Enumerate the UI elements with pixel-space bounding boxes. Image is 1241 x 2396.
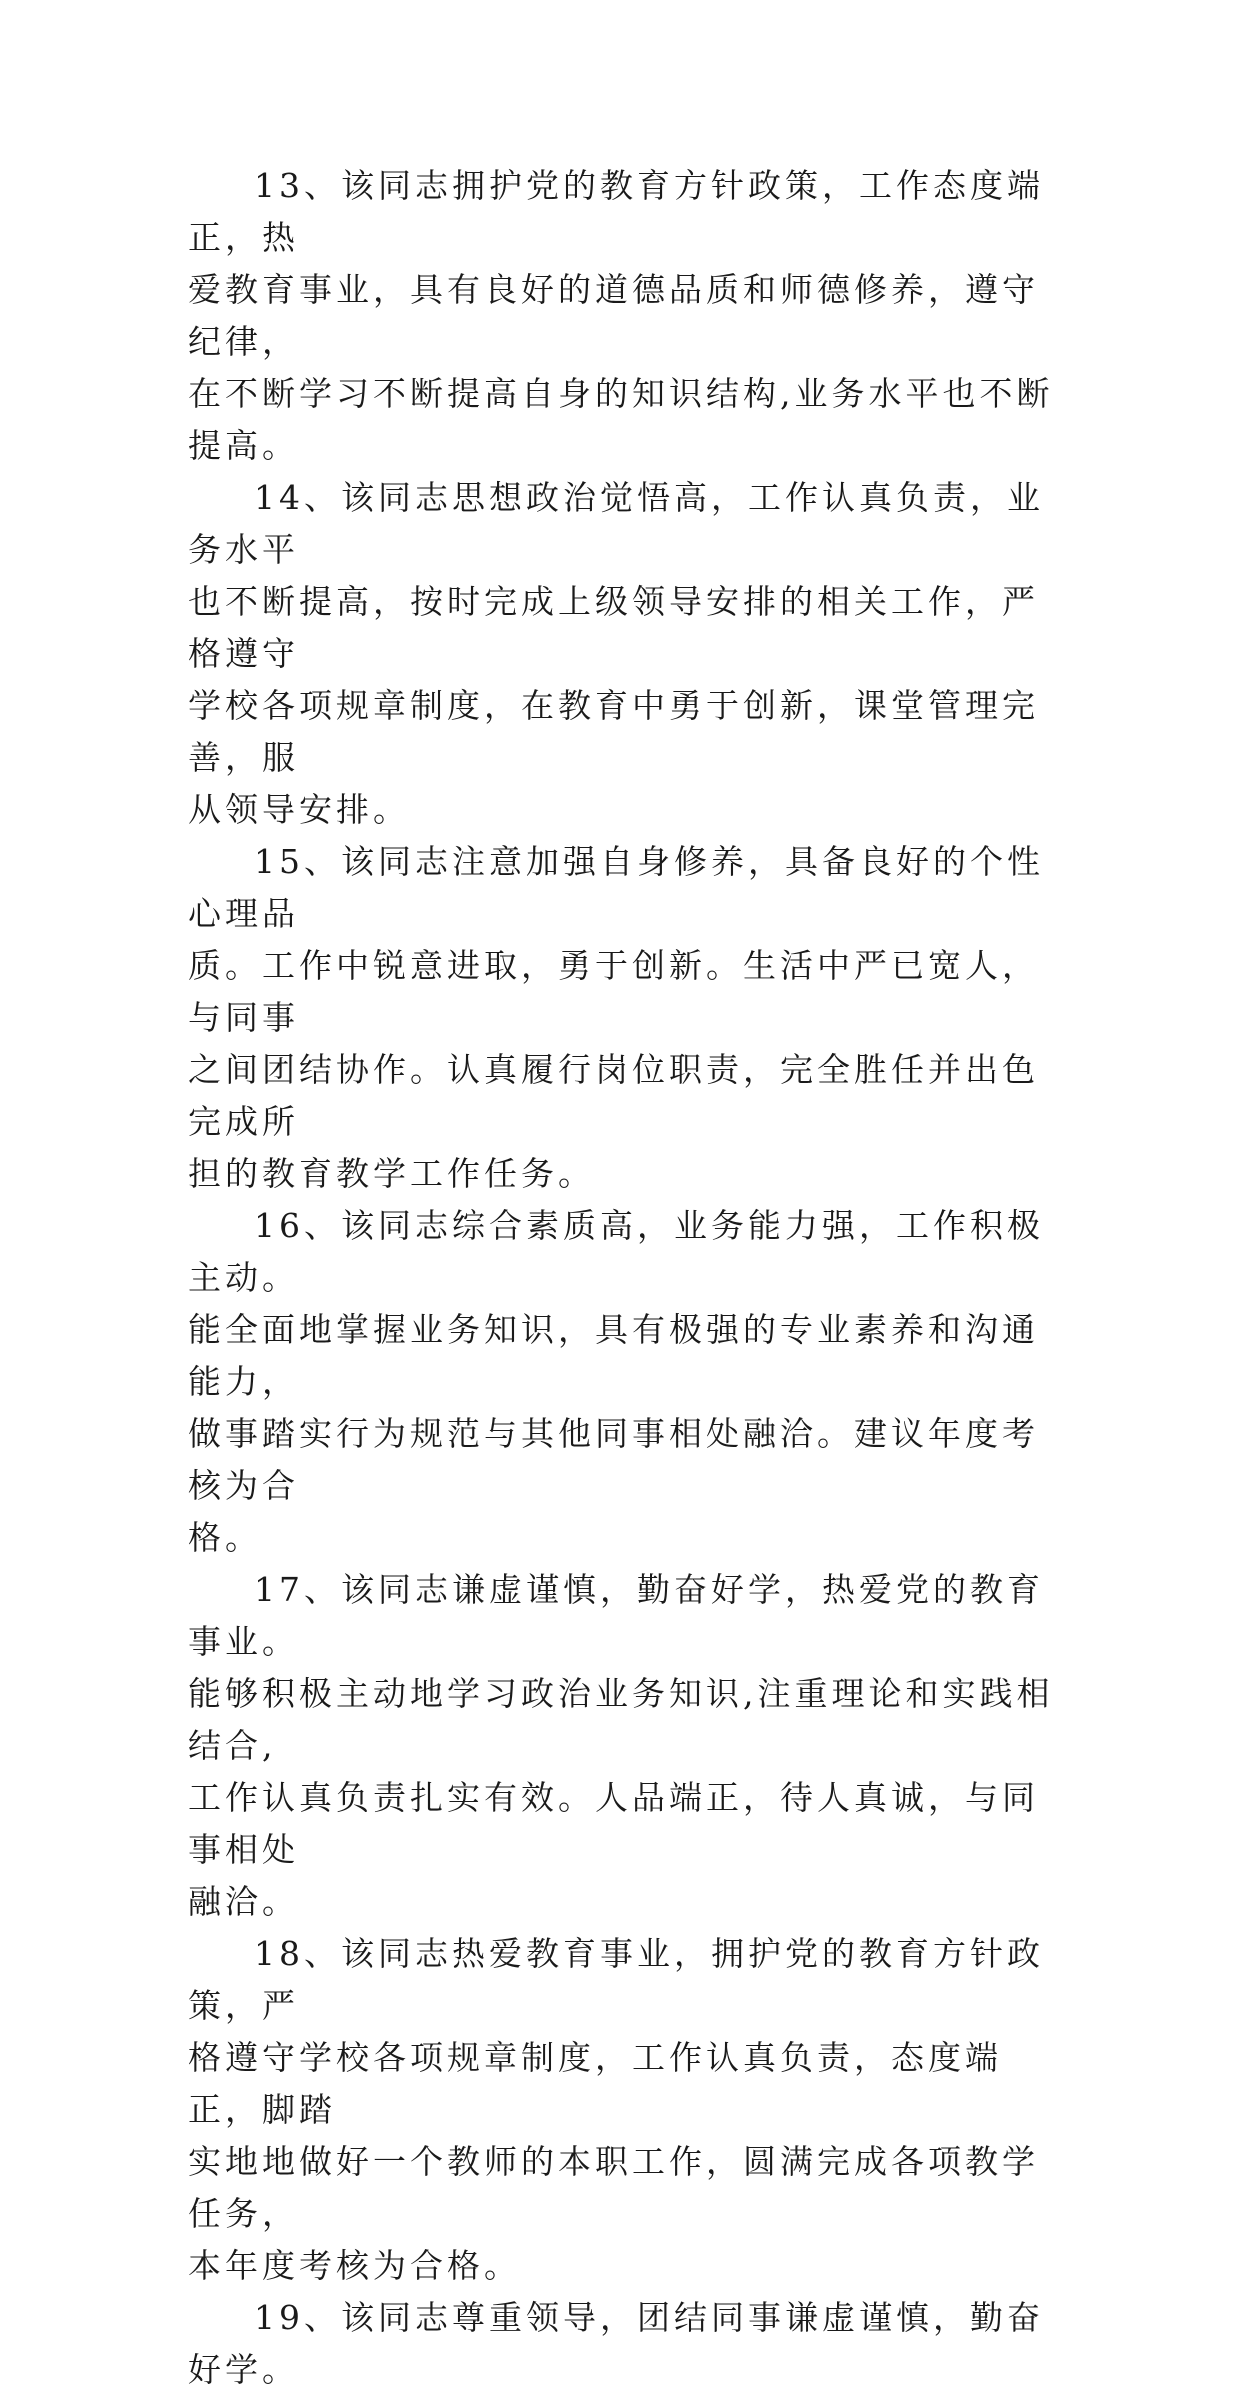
paragraph-14: 14、该同志思想政治觉悟高，工作认真负责，业务水平 也不断提高，按时完成上级领导安排的相关工作，严格遵守 学校各项规章制度，在教育中勇于创新，课堂管理完善，服 从领导安排。	[188, 478, 1044, 829]
paragraph-13: 13、该同志拥护党的教育方针政策，工作态度端正，热 爱教育事业，具有良好的道德品质和师德修养，遵守纪律， 在不断学习不断提高自身的知识结构,业务水平也不断提高。	[188, 166, 1054, 465]
paragraph-16: 16、该同志综合素质高，业务能力强，工作积极主动。 能全面地掌握业务知识，具有极强的专业素养和沟通能力， 做事踏实行为规范与其他同事相处融洽。建议年度考核为合 格。	[188, 1206, 1044, 1557]
document-body	[188, 160, 1068, 2396]
paragraph-15: 15、该同志注意加强自身修养，具备良好的个性心理品 质。工作中锐意进取，勇于创新。生活中严已宽人，与同事 之间团结协作。认真履行岗位职责，完全胜任并出色完成所 担的教育教学工作任务。	[188, 842, 1044, 1193]
paragraph-17: 17、该同志谦虚谨慎，勤奋好学，热爱党的教育事业。 能够积极主动地学习政治业务知识,注重理论和实践相结合, 工作认真负责扎实有效。人品端正，待人真诚，与同事相处 融洽。	[188, 1570, 1054, 1921]
paragraph-19: 19、该同志尊重领导，团结同事谦虚谨慎，勤奋好学。	[188, 2298, 1044, 2389]
paragraph-18: 18、该同志热爱教育事业，拥护党的教育方针政策，严 格遵守学校各项规章制度，工作认真负责，态度端正，脚踏 实地地做好一个教师的本职工作，圆满完成各项教学任务， 本年度考核为合格。	[188, 1934, 1044, 2285]
